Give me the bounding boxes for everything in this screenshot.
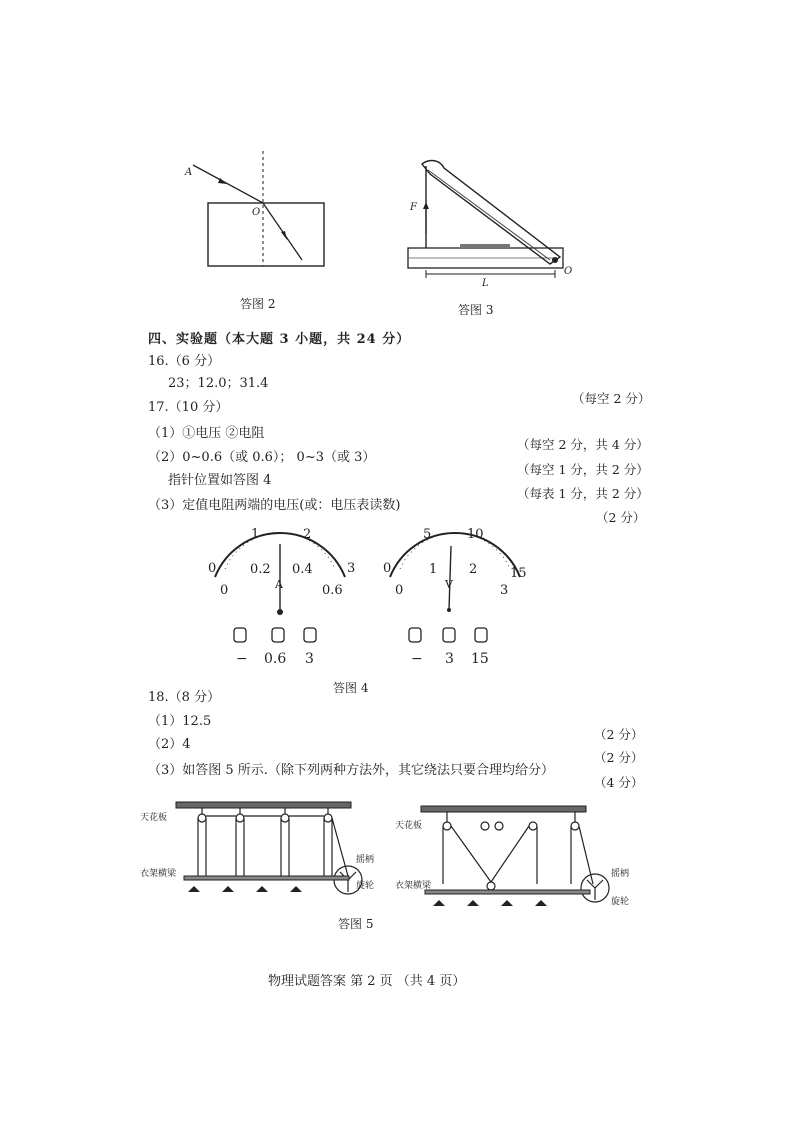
figure-5-left-handle: 摇柄 [356,855,375,865]
q17-part2-score: （每空 1 分，共 2 分） [517,462,649,477]
figure-5-right-ceiling: 天花板 [395,821,423,831]
figure-5-right-wheel: 旋轮 [611,897,630,907]
voltmeter-top-2: 10 [467,527,484,542]
ammeter-unit: A [275,578,283,591]
figure-5-right-pulley-system [395,800,650,912]
voltmeter-top-3: 15 [510,566,527,581]
figure-2-caption: 答图 2 [240,297,276,311]
q16-head: 16.（6 分） [148,354,221,369]
q18-part3: （3）如答图 5 所示.（除下列两种方法外，其它绕法只要合理均给分） [148,763,554,778]
figure-5-right-beam: 衣架横梁 [395,881,432,891]
ammeter-top-2: 2 [303,527,312,542]
ammeter-top-1: 1 [251,527,260,542]
q18-head: 18.（8 分） [148,690,221,705]
figure-2-label-a: A [185,167,193,178]
figure-5-right-handle: 摇柄 [611,869,630,879]
ammeter-bottom-2: 0.4 [292,562,313,577]
ammeter-top-0: 0 [208,561,217,576]
q18-part1-score: （2 分） [594,727,644,742]
voltmeter-bottom-2: 2 [469,562,478,577]
voltmeter-bottom-0: 0 [395,583,404,598]
voltmeter-terminal-3: 3 [445,651,454,667]
figure-5-left-ceiling: 天花板 [140,813,168,823]
figure-5-left-pulley-system [140,796,380,908]
q17-part3-score: （2 分） [596,510,646,525]
voltmeter-top-0: 0 [383,561,392,576]
q18-part1: （1）12.5 [148,714,212,729]
q17-part2-note: 指针位置如答图 4 [168,473,272,488]
q16-answer: 23；12.0；31.4 [168,376,269,391]
ammeter-bottom-3: 0.6 [322,583,343,598]
figure-4-ammeter [200,522,370,672]
q16-score: （每空 2 分） [572,391,651,406]
figure-3-label-f: F [410,202,417,213]
page-footer: 物理试题答案 第 2 页 （共 4 页） [268,974,466,989]
q18-part2: （2）4 [148,737,191,752]
figure-3-diagram [400,152,590,287]
figure-4-caption: 答图 4 [333,681,369,695]
voltmeter-terminal-neg: − [411,651,423,667]
q17-part1-score: （每空 2 分，共 4 分） [517,437,649,452]
voltmeter-top-1: 5 [423,527,432,542]
q17-part2-note-score: （每表 1 分，共 2 分） [517,486,649,501]
q17-head: 17.（10 分） [148,400,229,415]
figure-5-caption: 答图 5 [338,917,374,931]
figure-4-voltmeter [375,522,545,672]
q18-part2-score: （2 分） [594,750,644,765]
q17-part2: （2）0~0.6（或 0.6）； 0~3（或 3） [148,450,376,465]
figure-5-left-beam: 衣架横梁 [140,869,177,879]
figure-3-caption: 答图 3 [458,303,494,317]
q17-part3: （3）定值电阻两端的电压(或：电压表读数) [148,498,401,513]
figure-5-left-wheel: 旋轮 [356,881,375,891]
figure-3-label-o: O [564,266,573,277]
voltmeter-bottom-1: 1 [429,562,438,577]
q17-part1: （1）①电压 ②电阻 [148,426,265,441]
ammeter-terminal-neg: − [236,651,248,667]
voltmeter-unit: V [445,578,453,591]
ammeter-terminal-06: 0.6 [264,651,287,667]
figure-2-diagram [175,145,345,275]
figure-3-label-l: L [482,278,489,287]
figure-2-label-o: O [252,207,261,218]
ammeter-bottom-0: 0 [220,583,229,598]
voltmeter-bottom-3: 3 [500,583,509,598]
ammeter-terminals [234,628,316,642]
ammeter-bottom-1: 0.2 [250,562,271,577]
voltmeter-terminal-15: 15 [471,651,489,667]
voltmeter-terminals [409,628,487,642]
q18-part3-score: （4 分） [594,775,644,790]
ammeter-top-3: 3 [347,561,356,576]
ammeter-terminal-3: 3 [305,651,314,667]
section-title: 四、实验题（本大题 3 小题，共 24 分） [148,332,411,347]
